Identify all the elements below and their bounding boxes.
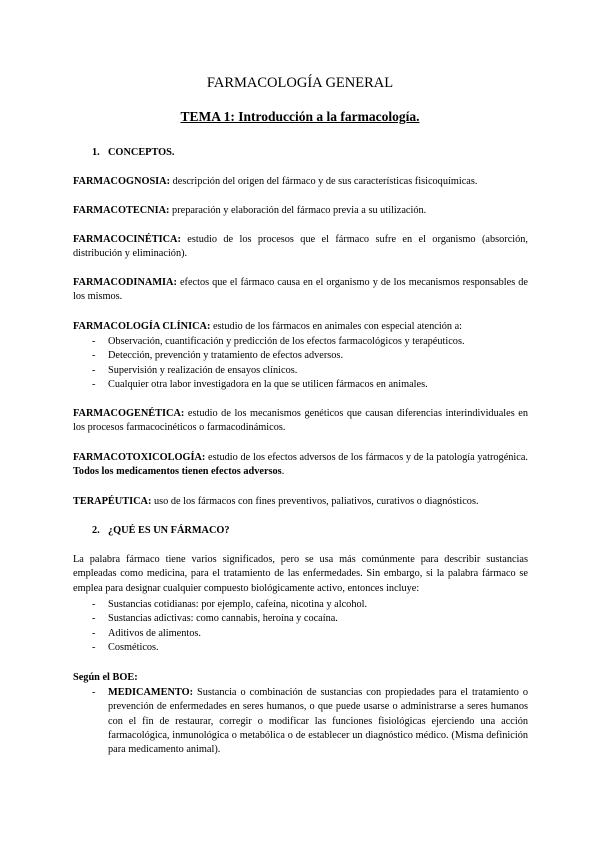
definition-term: FARMACOCINÉTICA:	[73, 234, 181, 245]
list-item: - Supervisión y realización de ensayos clínicos.	[92, 364, 532, 378]
list-item-medicamento	[92, 686, 528, 757]
definition-farmacognosia	[73, 175, 528, 189]
section-heading-que-es-un-farmaco	[92, 524, 230, 538]
section-number: 2.	[92, 525, 100, 536]
definition-term: FARMACOGENÉTICA:	[73, 408, 185, 419]
definition-term: MEDICAMENTO:	[108, 687, 194, 698]
definition-farmacotoxicologia	[73, 451, 528, 480]
clinica-list	[92, 335, 532, 392]
document-subtitle: TEMA 1: Introducción a la farmacología.	[180, 109, 420, 124]
definition-text: estudio de los mecanismos genéticos que causan diferencias interindividuales en los procesos farmacocinéticos o farmacodinámicos.	[73, 408, 528, 434]
definition-farmacodinamia	[73, 276, 528, 305]
definition-farmacologia-clinica	[73, 320, 528, 334]
definition-text: estudio de los efectos adversos de los fármacos y de la patología yatrogénica.	[205, 452, 528, 463]
emphasis-text: Todos los medicamentos tienen efectos adversos	[73, 466, 282, 478]
list-item: - Sustancias adictivas: como cannabis, heroína y cocaína.	[92, 612, 532, 626]
definition-farmacogenetica	[73, 407, 528, 436]
definition-text: Sustancia o combinación de sustancias con propiedades para el tratamiento o prevención de enfermedades en seres humanos, o que puede usarse o administrarse a seres humanos con el fin de restaurar, corregir o modificar las funciones fisiológicas ejerciendo una acción farmacológica, inmunológica o metabólica o de establecer un diagnóstico médico. (Misma definición para medicamento animal).	[108, 687, 528, 756]
definition-text: estudio de los fármacos en animales con especial atención a:	[210, 321, 462, 332]
definition-farmacotecnia	[73, 204, 528, 218]
definition-term: FARMACOTOXICOLOGÍA:	[73, 452, 206, 463]
definition-term: FARMACODINAMIA:	[73, 277, 177, 288]
farmaco-list	[92, 598, 532, 655]
boe-label: Según el BOE:	[73, 672, 138, 683]
list-item: - Observación, cuantificación y predicción de los efectos farmacológicos y terapéuticos.	[92, 335, 532, 349]
definition-text: estudio de los procesos que el fármaco sufre en el organismo (absorción, distribución y eliminación).	[73, 234, 528, 260]
boe-list	[92, 686, 528, 757]
definition-text: uso de los fármacos con fines preventivos, paliativos, curativos o diagnósticos.	[151, 496, 479, 507]
definition-term: FARMACOLOGÍA CLÍNICA:	[73, 321, 211, 332]
list-item: - Cualquier otra labor investigadora en la que se utilicen fármacos en animales.	[92, 378, 532, 392]
section-label: ¿QUÉ ES UN FÁRMACO?	[108, 525, 230, 536]
section-number: 1.	[92, 147, 100, 158]
definition-terapeutica	[73, 495, 528, 509]
definition-text: preparación y elaboración del fármaco previa a su utilización.	[169, 205, 427, 216]
definition-text: efectos que el fármaco causa en el organismo y de los mecanismos responsables de los mismos.	[73, 277, 528, 303]
document-title: FARMACOLOGÍA GENERAL	[206, 75, 394, 91]
section-heading-conceptos	[92, 146, 174, 160]
definition-term: FARMACOGNOSIA:	[73, 176, 171, 187]
definition-tail: .	[281, 466, 285, 478]
definition-text: descripción del origen del fármaco y de sus características fisicoquímicas.	[170, 176, 478, 187]
list-item: - Cosméticos.	[92, 641, 532, 655]
definition-term: FARMACOTECNIA:	[73, 205, 170, 216]
farmaco-intro-paragraph: La palabra fármaco tiene varios significados, pero se usa más comúnmente para describir sustancias empleadas como medicina, para el tratamiento de las enfermedades. Sin embargo, si la palabra fármaco se emplea para designar cualquier compuesto biológicamente activo, entonces incluye:	[73, 554, 528, 594]
list-item: - Sustancias cotidianas: por ejemplo, cafeína, nicotina y alcohol.	[92, 598, 532, 612]
list-item: - Aditivos de alimentos.	[92, 627, 532, 641]
definition-farmacocinetica	[73, 233, 528, 262]
definition-term: TERAPÉUTICA:	[73, 496, 152, 507]
list-item: - Detección, prevención y tratamiento de efectos adversos.	[92, 349, 532, 363]
section-label: CONCEPTOS.	[108, 147, 175, 158]
